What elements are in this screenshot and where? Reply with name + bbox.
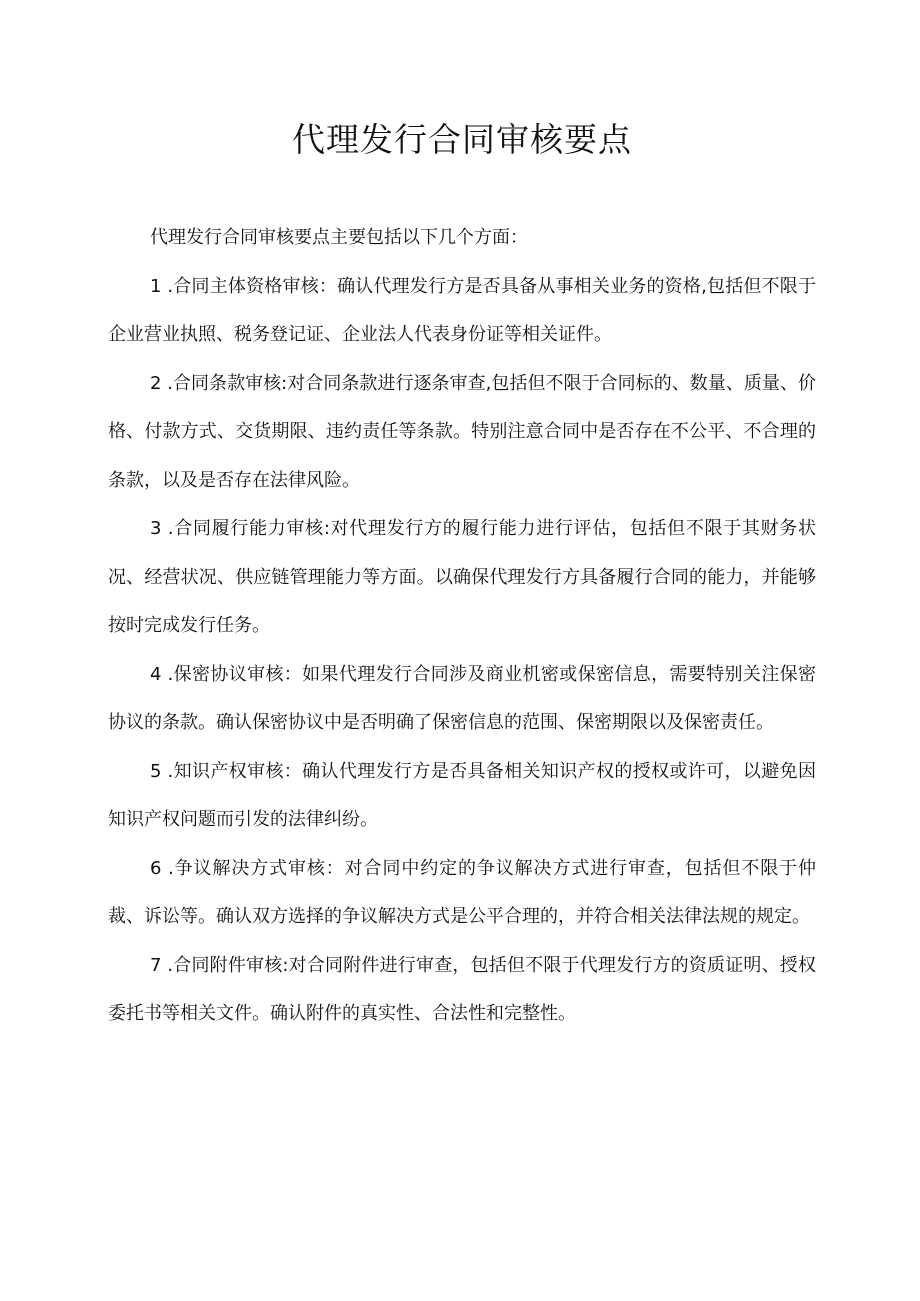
document-body [108,214,816,1039]
review-point-number: 6 [150,857,162,879]
review-point-number: 4 [150,663,162,685]
review-point-number: 2 [150,372,162,394]
document-title: 代理发行合同审核要点 [292,120,632,159]
review-point-text: .合同履行能力审核:对代理发行方的履行能力进行评估，包括但不限于其财务状况、经营状况、供应链管理能力等方面。以确保代理发行方具备履行合同的能力，并能够按时完成发行任务。 [108,518,816,636]
review-point-7 [108,942,816,1039]
review-point-number: 7 [150,954,162,976]
review-point-1 [108,263,816,360]
review-point-number: 5 [150,760,162,782]
review-point-2 [108,360,816,506]
review-point-text: .合同主体资格审核：确认代理发行方是否具备从事相关业务的资格,包括但不限于企业营业执照、税务登记证、企业法人代表身份证等相关证件。 [108,275,816,345]
review-point-text: .合同条款审核:对合同条款进行逐条审查,包括但不限于合同标的、数量、质量、价格、付款方式、交货期限、违约责任等条款。特别注意合同中是否存在不公平、不合理的条款，以及是否存在法律风险。 [108,372,816,491]
review-point-3 [108,505,816,651]
review-point-text: .合同附件审核:对合同附件进行审查，包括但不限于代理发行方的资质证明、授权委托书等相关文件。确认附件的真实性、合法性和完整性。 [108,954,816,1024]
review-point-text: .保密协议审核：如果代理发行合同涉及商业机密或保密信息，需要特别关注保密协议的条款。确认保密协议中是否明确了保密信息的范围、保密期限以及保密责任。 [108,663,816,733]
review-point-5 [108,748,816,845]
review-point-4 [108,651,816,748]
review-point-text: .知识产权审核：确认代理发行方是否具备相关知识产权的授权或许可，以避免因知识产权问题而引发的法律纠纷。 [108,760,816,830]
review-point-number: 1 [150,275,162,297]
intro-paragraph: 代理发行合同审核要点主要包括以下几个方面： [150,227,528,248]
review-point-number: 3 [150,518,162,539]
review-point-text: .争议解决方式审核：对合同中约定的争议解决方式进行审查，包括但不限于仲裁、诉讼等。确认双方选择的争议解决方式是公平合理的，并符合相关法律法规的规定。 [108,857,816,927]
review-point-6 [108,845,816,942]
